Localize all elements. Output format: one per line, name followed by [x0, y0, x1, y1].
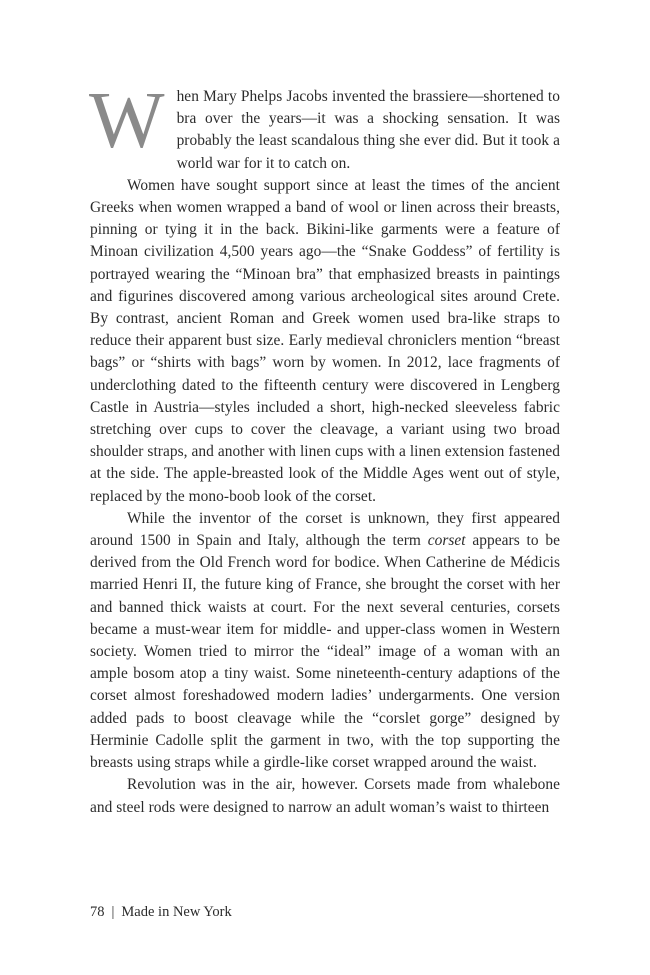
book-title: Made in New York: [121, 904, 232, 920]
paragraph-3: [90, 508, 560, 774]
paragraph-3-text-after: appears to be derived from the Old French word for bodice. When Catherine de Médicis married Henri II, the future king of France, she brought the corset with her and banned thick waists at court. For the next several centuries, corsets became a must-wear item for middle- and upper-class women in Western society. Women tried to mirror the “ideal” image of a woman with an ample bosom atop a tiny waist. Some nineteenth-century adaptions of the corset almost foreshadowed modern ladies’ undergarments. One version added pads to boost cleavage while the “corslet gorge” designed by Herminie Cadolle split the garment in two, with the top supporting the breasts using straps while a girdle-like corset wrapped around the waist.: [90, 532, 560, 772]
drop-cap: W: [89, 77, 165, 165]
page-footer: [90, 904, 232, 921]
paragraph-3-text-before: While the inventor of the corset is unknown, they first appeared around 1500 in Spain and Italy, although the term: [90, 509, 560, 550]
paragraph-4: Revolution was in the air, however. Corsets made from whalebone and steel rods were designed to narrow an adult woman’s waist to thirteen: [90, 776, 560, 816]
paragraph-1: [89, 77, 560, 175]
footer-separator: |: [111, 904, 115, 920]
paragraph-3-italic-term: corset: [427, 532, 466, 550]
page-number: 78: [90, 904, 105, 920]
paragraph-2: Women have sought support since at least the times of the ancient Greeks when women wrapped a band of wool or linen across their breasts, pinning or tying it in the back. Bikini-like garments were a feature of Minoan civilization 4,500 years ago—the “Snake Goddess” of fertility is portrayed wearing the “Minoan bra” that emphasized breasts in paintings and figurines discovered among various archeological sites around Crete. By contrast, ancient Roman and Greek women used bra-like straps to reduce their apparent bust size. Early medieval chroniclers mention “breast bags” or “shirts with bags” worn by women. In 2012, lace fragments of underclothing dated to the fifteenth century were discovered in Lengberg Castle in Austria—styles included a short, high-necked sleeveless fabric stretching over cups to cover the cleavage, a variant using two broad shoulder straps, and another with linen cups with a linen extension fastened at the side. The apple-breasted look of the Middle Ages went out of style, replaced by the mono-boob look of the corset.: [90, 176, 560, 505]
paragraph-1-text: hen Mary Phelps Jacobs invented the brassiere—shortened to bra over the years—it was a shocking sensation. It was probably the least scandalous thing she ever did. But it took a world war for it to catch on.: [176, 88, 560, 172]
page-body: [89, 77, 560, 819]
